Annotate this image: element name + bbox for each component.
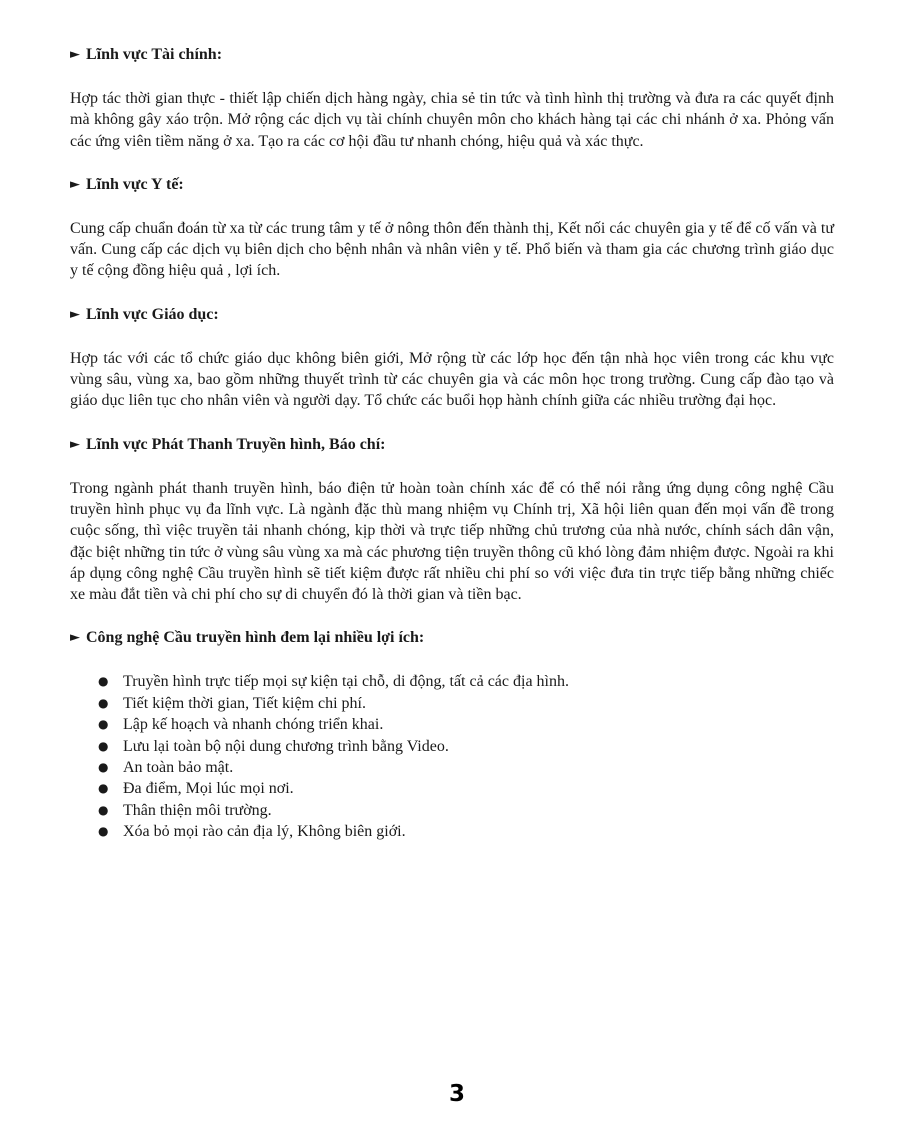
list-item: ● Tiết kiệm thời gian, Tiết kiệm chi phí. [70,693,834,714]
bullet-icon: ● [98,738,109,753]
list-item: ● Đa điểm, Mọi lúc mọi nơi. [70,778,834,799]
arrow-right-icon: ► [70,306,80,322]
bullet-icon: ● [98,781,109,796]
arrow-right-icon: ► [70,176,80,192]
section-heading [70,174,834,196]
section-heading [70,304,834,326]
section-heading-text: Lĩnh vực Tài chính: [86,46,223,63]
section-body: Hợp tác thời gian thực - thiết lập chiến dịch hàng ngày, chia sẻ tin tức và tình hình thị trường và đưa ra các quyết định mà không gây xáo trộn. Mở rộng các dịch vụ tài chính chuyên môn cho khách hàng tại các chi nhánh ở xa. Phỏng vấn các ứng viên tiềm năng ở xa. Tạo ra các cơ hội đầu tư nhanh chóng, hiệu quả và xác thực. [70,90,834,150]
section-finance [70,44,834,152]
bullet-icon: ● [98,674,109,689]
section-body: Trong ngành phát thanh truyền hình, báo điện tử hoàn toàn chính xác để có thể nói rằng ứng dụng công nghệ Cầu truyền hình phục vụ đa lĩnh vực. Là ngành đặc thù mang nhiệm vụ Chính trị, Xã hội liên quan đến mọi vấn đề trong cuộc sống, thì việc truyền tải nhanh chóng, kịp thời và trực tiếp những chủ trương của nhà nước, chính sách dân vận, đặc biệt những tin tức ở vùng sâu vùng xa mà các phương tiện truyền thông cũ khó lòng đảm nhiệm được. Ngoài ra khi áp dụng công nghệ Cầu truyền hình sẽ tiết kiệm được rất nhiều chi phí so với việc đưa tin trực tiếp bằng những chiếc xe màu đắt tiền và chi phí cho sự di chuyển đó là thời gian và tiền bạc. [70,479,834,604]
page-number: 3 [448,1081,465,1107]
bullet-icon: ● [98,717,109,732]
bullet-icon: ● [98,824,109,839]
list-item: ● Lưu lại toàn bộ nội dung chương trình bằng Video. [70,736,834,757]
list-item: ● Xóa bỏ mọi rào cản địa lý, Không biên giới. [70,821,834,842]
section-body: Cung cấp chuẩn đoán từ xa từ các trung tâm y tế ở nông thôn đến thành thị, Kết nối các chuyên gia y tế để cố vấn và tư vấn. Cung cấp các dịch vụ biên dịch cho bệnh nhân và nhân viên y tế. Phổ biến và tham gia các chương trình giáo dục y tế cộng đồng hiệu quả , lợi ích. [70,219,834,280]
section-heading-text: Công nghệ Cầu truyền hình đem lại nhiều lợi ích: [86,629,425,647]
section-body: Hợp tác với các tổ chức giáo dục không biên giới, Mở rộng từ các lớp học đến tận nhà học viên trong các khu vực vùng sâu, vùng xa, bao gồm những thuyết trình từ các chuyên gia và các môn học trong trường. Cung cấp đào tạo và giáo dục liên tục cho nhân viên và người dạy. Tổ chức các buổi họp hành chính giữa các nhiều trường đại học. [70,349,834,410]
section-heading-text: Lĩnh vực Giáo dục: [86,305,219,323]
section-health [70,174,834,282]
section-heading [70,44,834,66]
list-item: ● Lập kế hoạch và nhanh chóng triển khai. [70,714,834,735]
bullet-icon: ● [98,802,109,817]
section-benefits [70,627,834,842]
document-page [70,44,834,843]
section-heading [70,627,834,649]
section-heading-text: Lĩnh vực Y tế: [86,175,184,193]
list-item: ● Truyền hình trực tiếp mọi sự kiện tại chỗ, di động, tất cả các địa hình. [70,671,834,692]
section-heading-text: Lĩnh vực Phát Thanh Truyền hình, Báo chí: [86,435,386,453]
list-item: ● An toàn bảo mật. [70,757,834,778]
bullet-icon: ● [98,760,109,775]
section-education [70,304,834,412]
benefit-list [70,671,834,842]
section-heading [70,434,834,456]
list-item: ● Thân thiện môi trường. [70,800,834,821]
arrow-right-icon: ► [70,630,80,646]
arrow-right-icon: ► [70,436,80,452]
section-broadcasting [70,434,834,606]
bullet-icon: ● [98,695,109,710]
arrow-right-icon: ► [70,47,80,62]
